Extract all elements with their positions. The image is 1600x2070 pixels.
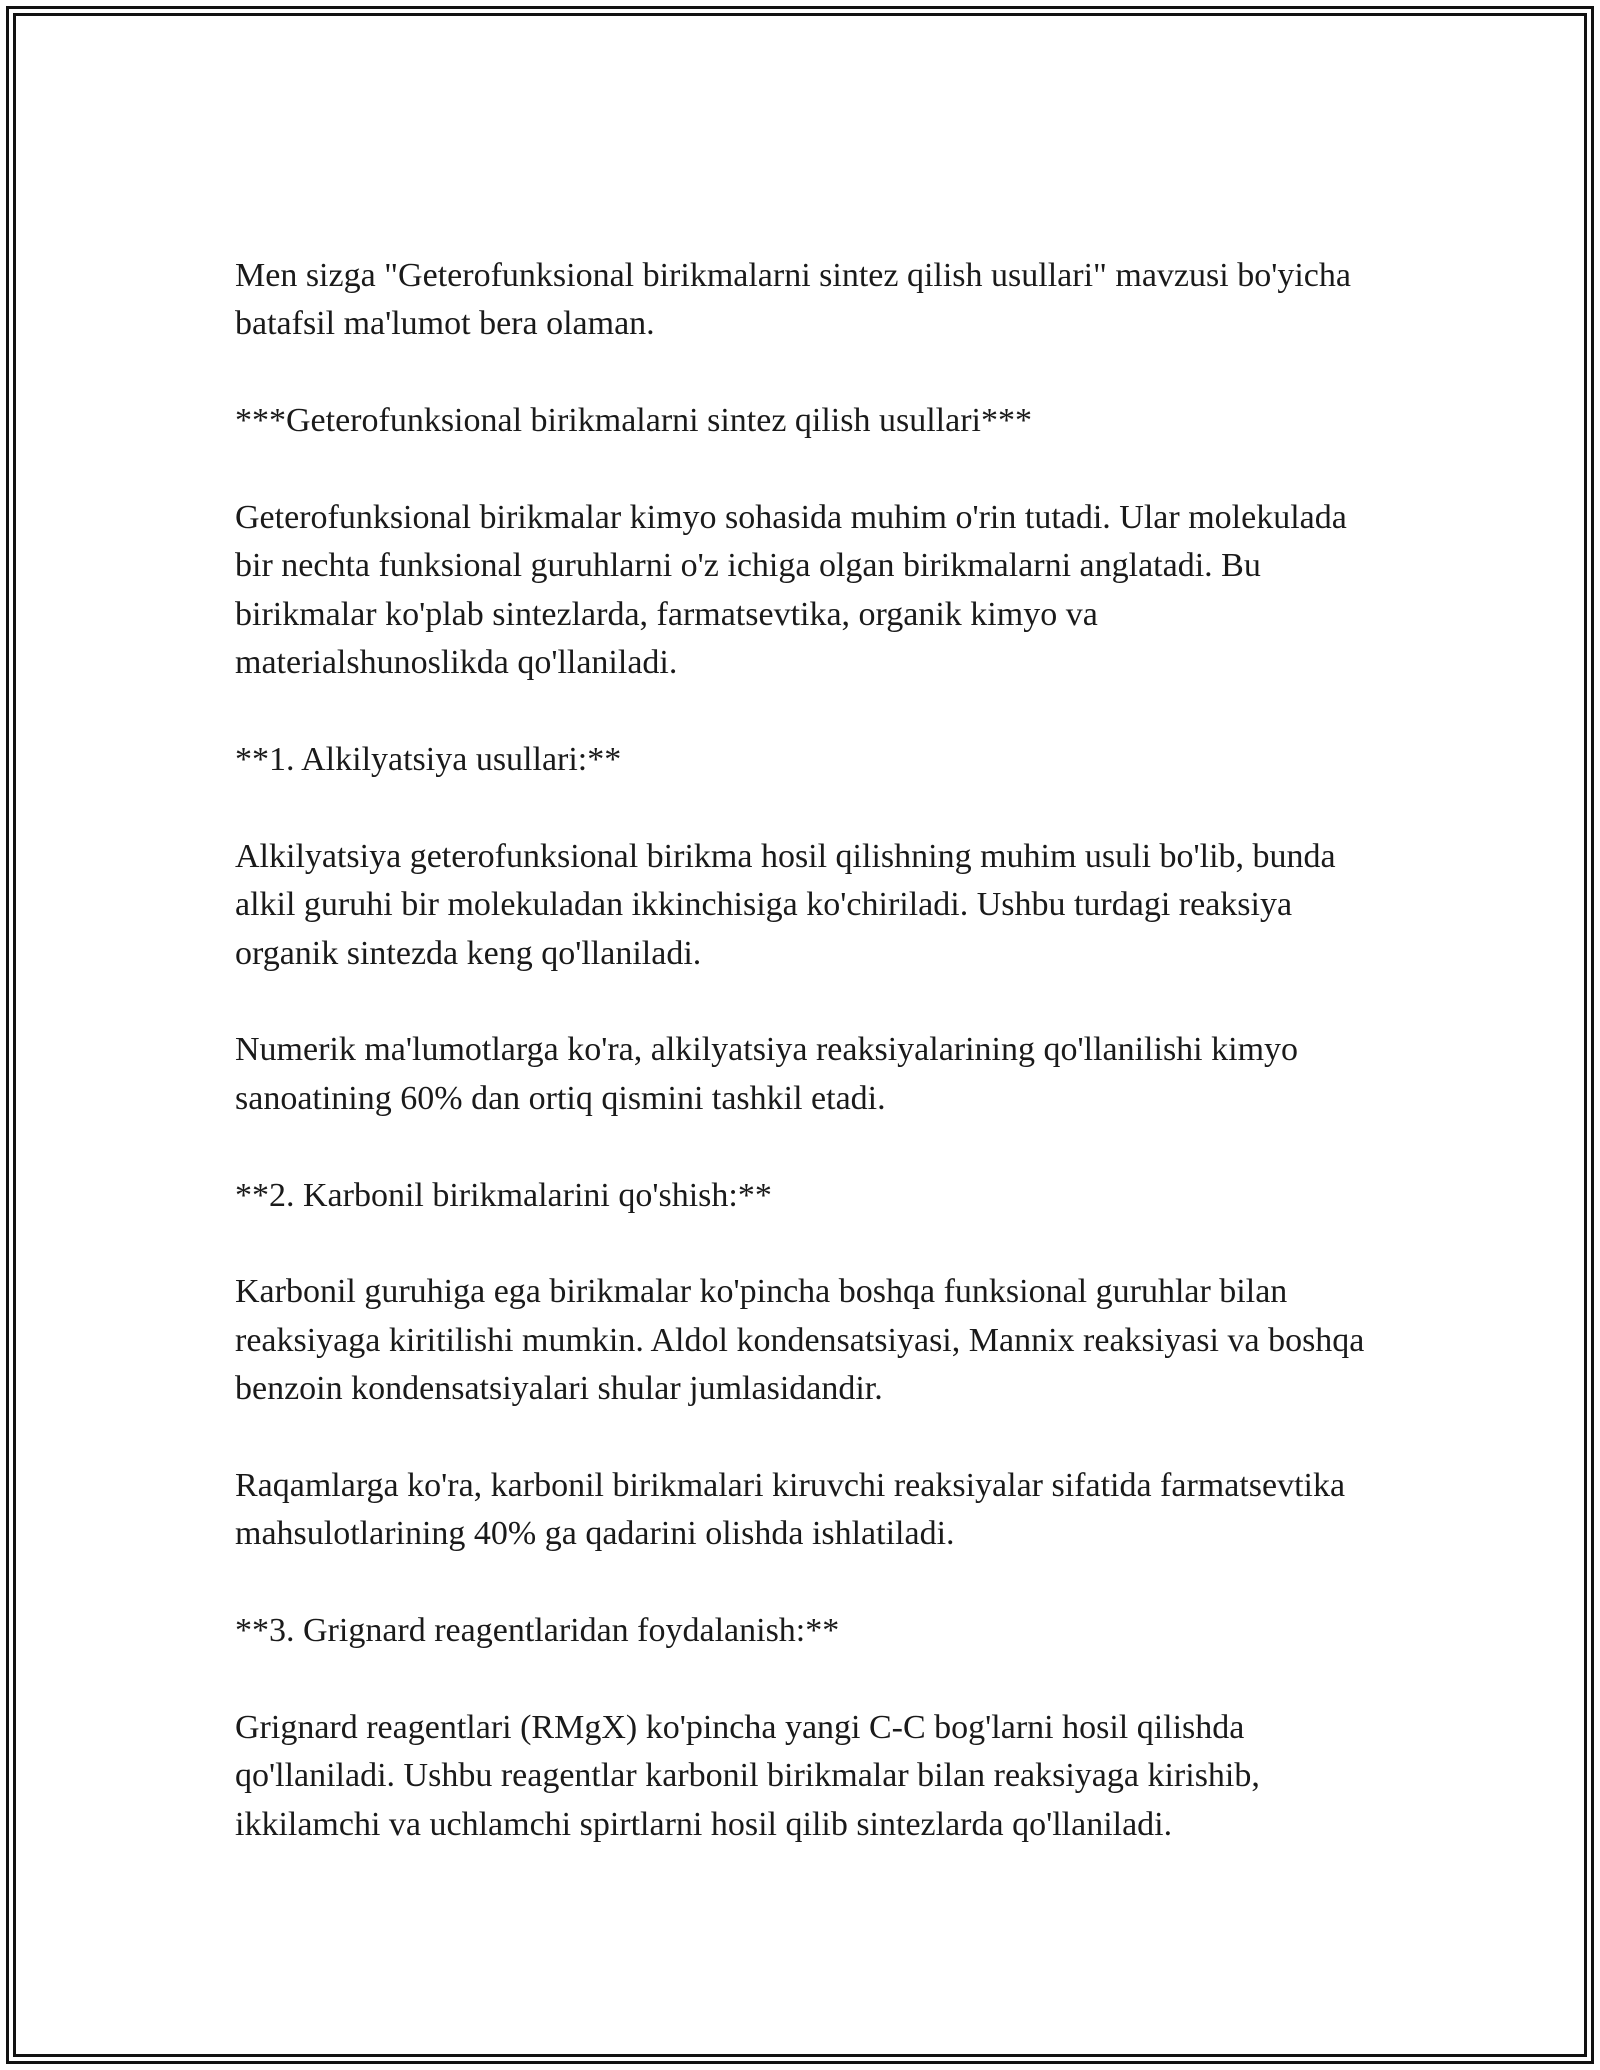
section-heading-alkylation: **1. Alkilyatsiya usullari:** bbox=[235, 741, 622, 779]
document-body bbox=[235, 252, 1375, 1898]
section-heading-carbonyl: **2. Karbonil birikmalarini qo'shish:** bbox=[235, 1176, 772, 1214]
alkylation-paragraph: Alkilyatsiya geterofunksional birikma hosil qilishning muhim usuli bo'lib, bunda alkil guruhi bir molekuladan ikkinchisiga ko'chiriladi. Ushbu turdagi reaksiya organik sintezda keng qo'llaniladi. bbox=[235, 837, 1336, 972]
carbonyl-stats-paragraph: Raqamlarga ko'ra, karbonil birikmalari kiruvchi reaksiyalar sifatida farmatsevtika mahsulotlarining 40% ga qadarini olishda ishlatiladi. bbox=[235, 1467, 1346, 1553]
grignard-paragraph: Grignard reagentlari (RMgX) ko'pincha yangi C-C bog'larni hosil qilishda qo'llaniladi. Ushbu reagentlar karbonil birikmalar bilan reaksiyaga kirishib, ikkilamchi va uchlamchi spirtlarni hosil qilib sintezlarda qo'llaniladi. bbox=[235, 1709, 1260, 1843]
overview-paragraph: Geterofunksional birikmalar kimyo sohasida muhim o'rin tutadi. Ular molekulada bir nechta funksional guruhlarni o'z ichiga olgan birikmalarni anglatadi. Bu birikmalar ko'plab sintezlarda, farmatsevtika, organik kimyo va materialshunoslikda qo'llaniladi. bbox=[235, 499, 1347, 682]
document-title: ***Geterofunksional birikmalarni sintez qilish usullari*** bbox=[235, 402, 1032, 440]
alkylation-stats-paragraph: Numerik ma'lumotlarga ko'ra, alkilyatsiya reaksiyalarining qo'llanilishi kimyo sanoatining 60% dan ortiq qismini tashkil etadi. bbox=[235, 1031, 1299, 1117]
carbonyl-paragraph: Karbonil guruhiga ega birikmalar ko'pincha boshqa funksional guruhlar bilan reaksiyaga kiritilishi mumkin. Aldol kondensatsiyasi, Mannix reaksiyasi va boshqa benzoin kondensatsiyalari shular jumlasidandir. bbox=[235, 1273, 1365, 1408]
intro-paragraph: Men sizga "Geterofunksional birikmalarni sintez qilish usullari" mavzusi bo'yicha batafsil ma'lumot bera olaman. bbox=[235, 257, 1351, 343]
section-heading-grignard: **3. Grignard reagentlaridan foydalanish:** bbox=[235, 1612, 840, 1650]
